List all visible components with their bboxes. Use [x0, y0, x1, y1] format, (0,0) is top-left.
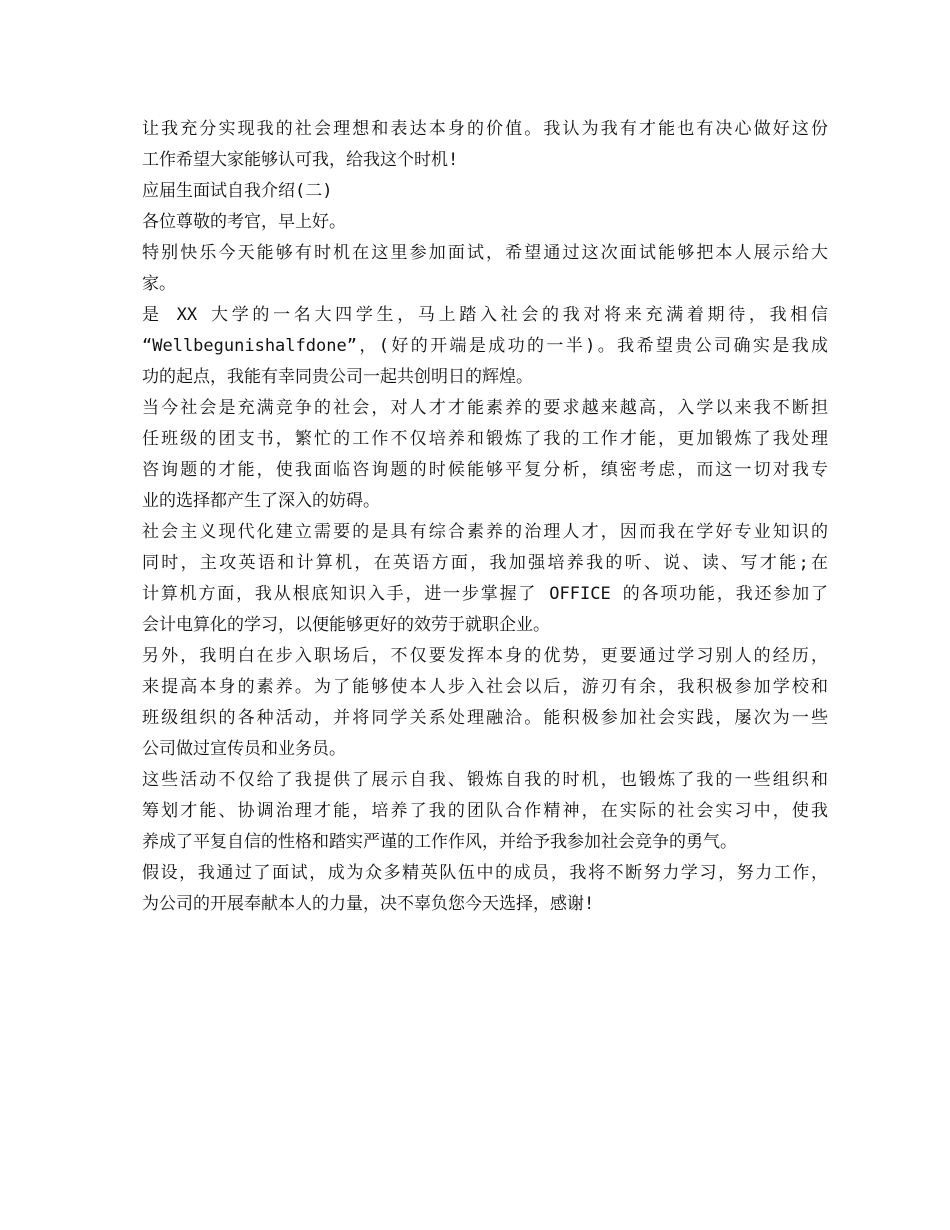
- document-text-line: 是 XX 大学的一名大四学生，马上踏入社会的我对将来充满着期待，我相信: [142, 305, 828, 325]
- document-text-line: 班级组织的各种活动，并将同学关系处理融洽。能积极参加社会实践，屡次为一些: [142, 708, 828, 728]
- document-text-line: 应届生面试自我介绍(二): [142, 181, 333, 201]
- document-text-line: 各位尊敬的考官，早上好。: [142, 212, 346, 232]
- document-text-line: 特别快乐今天能够有时机在这里参加面试，希望通过这次面试能够把本人展示给大: [142, 243, 828, 263]
- document-text-line: 工作希望大家能够认可我，给我这个时机!: [142, 150, 459, 170]
- document-text-line: 来提高本身的素养。为了能够使本人步入社会以后，游刃有余，我积极参加学校和: [142, 677, 828, 697]
- document-text-line: 功的起点，我能有幸同贵公司一起共创明日的辉煌。: [142, 367, 533, 387]
- document-text-line: 另外，我明白在步入职场后，不仅要发挥本身的优势，更要通过学习别人的经历，: [142, 646, 828, 666]
- document-text-line: 为公司的开展奉献本人的力量，决不辜负您今天选择，感谢!: [142, 894, 595, 914]
- document-text-line: 让我充分实现我的社会理想和表达本身的价值。我认为我有才能也有决心做好这份: [142, 119, 828, 139]
- document-text-line: “Wellbegunishalfdone”，(好的开端是成功的一半)。我希望贵公司确实是我成: [142, 336, 828, 356]
- document-text-line: 同时，主攻英语和计算机，在英语方面，我加强培养我的听、说、读、写才能;在: [142, 553, 828, 573]
- document-text-line: 咨询题的才能，使我面临咨询题的时候能够平复分析，缜密考虑，而这一切对我专: [142, 460, 828, 480]
- document-text-line: 当今社会是充满竞争的社会，对人才才能素养的要求越来越高，入学以来我不断担: [142, 398, 828, 418]
- document-text-line: 这些活动不仅给了我提供了展示自我、锻炼自我的时机，也锻炼了我的一些组织和: [142, 770, 828, 790]
- document-text-line: 会计电算化的学习，以便能够更好的效劳于就职企业。: [142, 615, 550, 635]
- document-text-line: 养成了平复自信的性格和踏实严谨的工作作风，并给予我参加社会竞争的勇气。: [142, 832, 737, 852]
- document-text-line: 家。: [142, 274, 176, 294]
- document-body: [142, 114, 828, 920]
- document-text-line: 计算机方面，我从根底知识入手，进一步掌握了 OFFICE 的各项功能，我还参加了: [142, 584, 828, 604]
- document-text-line: 假设，我通过了面试，成为众多精英队伍中的成员，我将不断努力学习，努力工作，: [142, 863, 828, 883]
- document-text-line: 业的选择都产生了深入的妨碍。: [142, 491, 380, 511]
- document-text-line: 公司做过宣传员和业务员。: [142, 739, 346, 759]
- document-text-line: 任班级的团支书，繁忙的工作不仅培养和锻炼了我的工作才能，更加锻炼了我处理: [142, 429, 828, 449]
- document-text-line: 社会主义现代化建立需要的是具有综合素养的治理人才，因而我在学好专业知识的: [142, 522, 828, 542]
- document-text-line: 筹划才能、协调治理才能，培养了我的团队合作精神，在实际的社会实习中，使我: [142, 801, 828, 821]
